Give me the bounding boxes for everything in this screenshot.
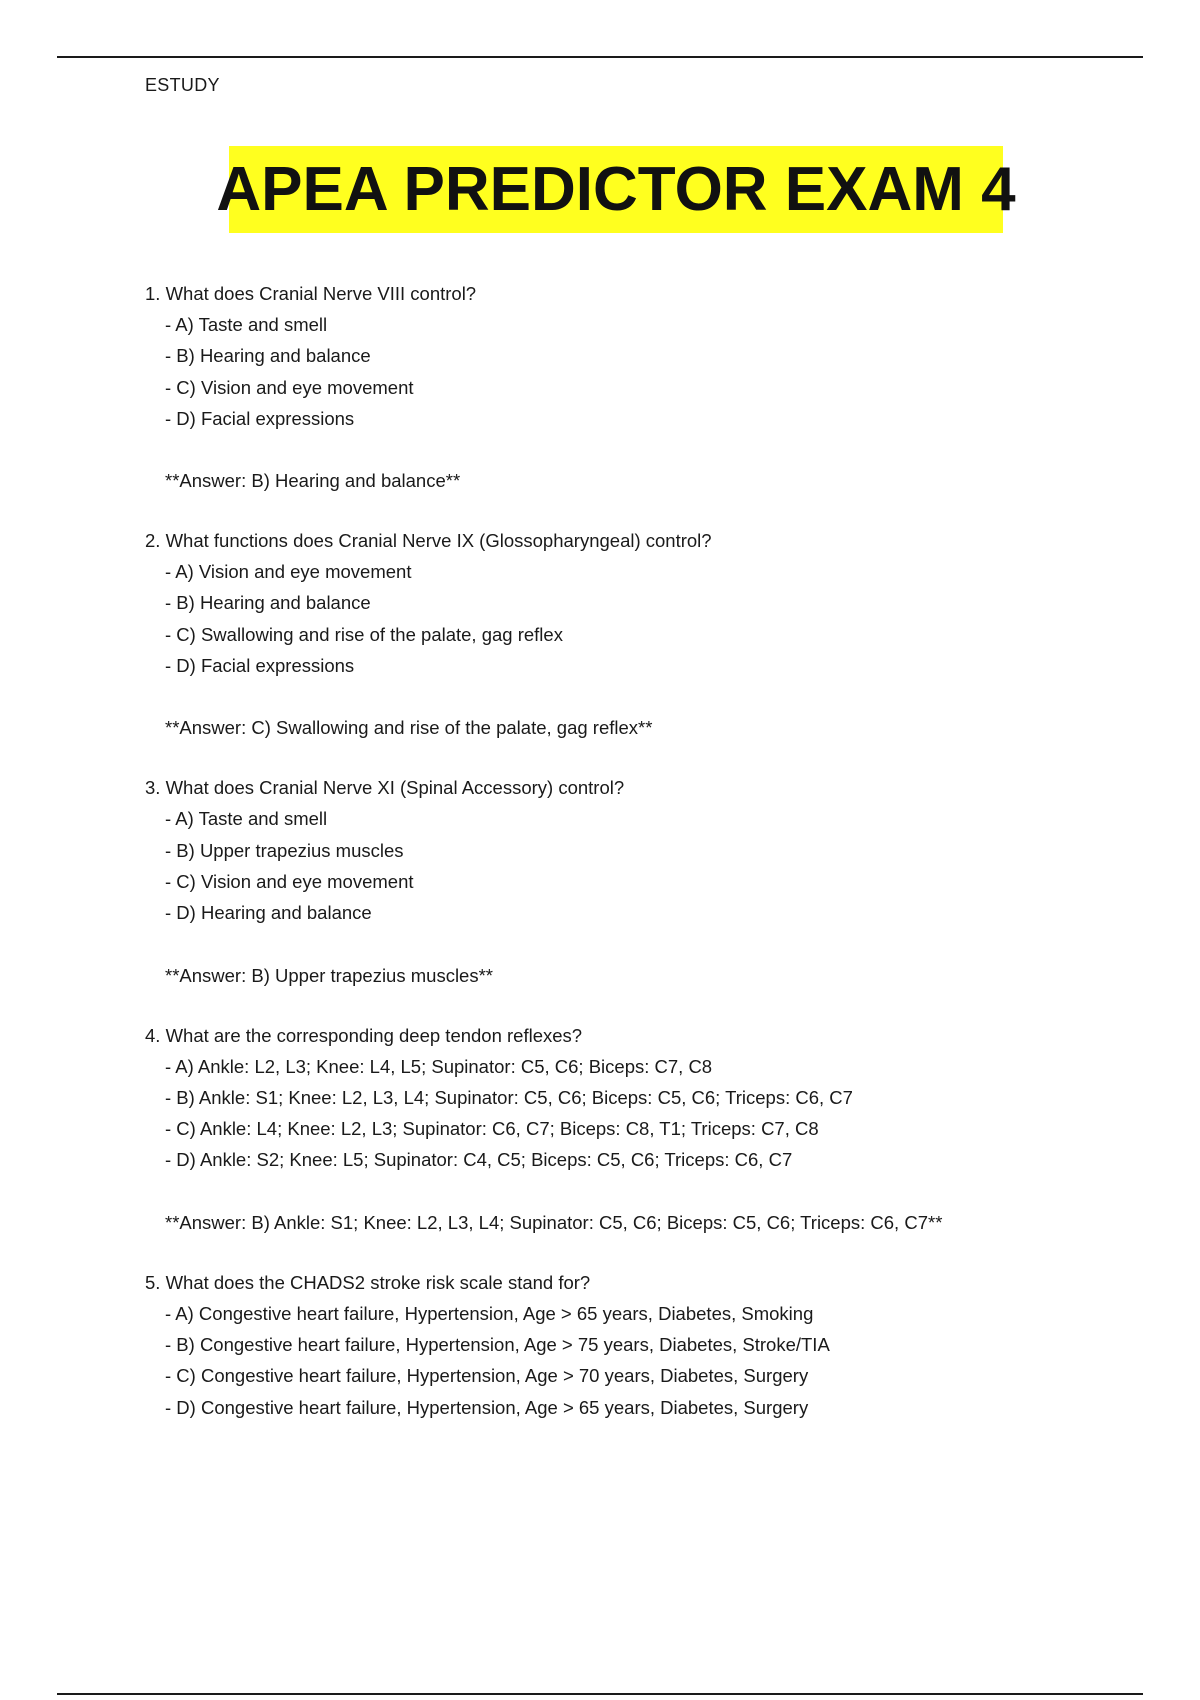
answer-text: **Answer: B) Upper trapezius muscles** bbox=[165, 964, 493, 986]
option-c: - C) Congestive heart failure, Hypertension, Age > 70 years, Diabetes, Surgery bbox=[165, 1365, 809, 1387]
option-a: - A) Congestive heart failure, Hypertension, Age > 65 years, Diabetes, Smoking bbox=[165, 1302, 814, 1324]
question-4 bbox=[145, 1020, 1085, 1238]
option-b: - B) Hearing and balance bbox=[165, 592, 371, 614]
option-b: - B) Congestive heart failure, Hypertension, Age > 75 years, Diabetes, Stroke/TIA bbox=[165, 1334, 830, 1356]
answer-text: **Answer: B) Ankle: S1; Knee: L2, L3, L4; Supinator: C5, C6; Biceps: C5, C6; Triceps: C6, C7** bbox=[165, 1211, 943, 1233]
option-c: - C) Vision and eye movement bbox=[165, 376, 414, 398]
question-1 bbox=[145, 278, 1085, 496]
option-d: - D) Facial expressions bbox=[165, 655, 355, 677]
question-text: 2. What functions does Cranial Nerve IX (Glossopharyngeal) control? bbox=[145, 530, 712, 552]
option-a: - A) Vision and eye movement bbox=[165, 561, 412, 583]
option-a: - A) Taste and smell bbox=[165, 808, 328, 830]
option-d: - D) Facial expressions bbox=[165, 407, 355, 429]
option-b: - B) Hearing and balance bbox=[165, 345, 371, 367]
question-text: 3. What does Cranial Nerve XI (Spinal Accessory) control? bbox=[145, 777, 625, 799]
answer-text: **Answer: C) Swallowing and rise of the palate, gag reflex** bbox=[165, 717, 653, 739]
option-c: - C) Ankle: L4; Knee: L2, L3; Supinator: C6, C7; Biceps: C8, T1; Triceps: C7, C8 bbox=[165, 1118, 819, 1140]
header-label: ESTUDY bbox=[145, 75, 220, 95]
option-d: - D) Hearing and balance bbox=[165, 902, 372, 924]
option-b: - B) Upper trapezius muscles bbox=[165, 839, 404, 861]
title-highlight bbox=[216, 146, 1016, 233]
option-c: - C) Swallowing and rise of the palate, gag reflex bbox=[165, 623, 563, 645]
option-d: - D) Congestive heart failure, Hypertension, Age > 65 years, Diabetes, Surgery bbox=[165, 1396, 809, 1418]
question-text: 4. What are the corresponding deep tendon reflexes? bbox=[145, 1024, 583, 1046]
header-rule bbox=[57, 56, 1143, 58]
document-title: APEA PREDICTOR EXAM 4 bbox=[216, 155, 1016, 224]
option-a: - A) Ankle: L2, L3; Knee: L4, L5; Supinator: C5, C6; Biceps: C7, C8 bbox=[165, 1055, 713, 1077]
answer-text: **Answer: B) Hearing and balance** bbox=[165, 470, 461, 492]
question-text: 5. What does the CHADS2 stroke risk scale stand for? bbox=[145, 1271, 591, 1293]
question-3 bbox=[145, 772, 1085, 990]
option-c: - C) Vision and eye movement bbox=[165, 870, 414, 892]
question-5 bbox=[145, 1267, 1085, 1423]
question-text: 1. What does Cranial Nerve VIII control? bbox=[145, 283, 477, 304]
question-list bbox=[145, 278, 1085, 1452]
question-2 bbox=[145, 525, 1085, 743]
option-b: - B) Ankle: S1; Knee: L2, L3, L4; Supinator: C5, C6; Biceps: C5, C6; Triceps: C6, C7 bbox=[165, 1086, 853, 1108]
option-a: - A) Taste and smell bbox=[165, 314, 328, 335]
option-d: - D) Ankle: S2; Knee: L5; Supinator: C4, C5; Biceps: C5, C6; Triceps: C6, C7 bbox=[165, 1149, 793, 1171]
footer-rule bbox=[57, 1693, 1143, 1695]
